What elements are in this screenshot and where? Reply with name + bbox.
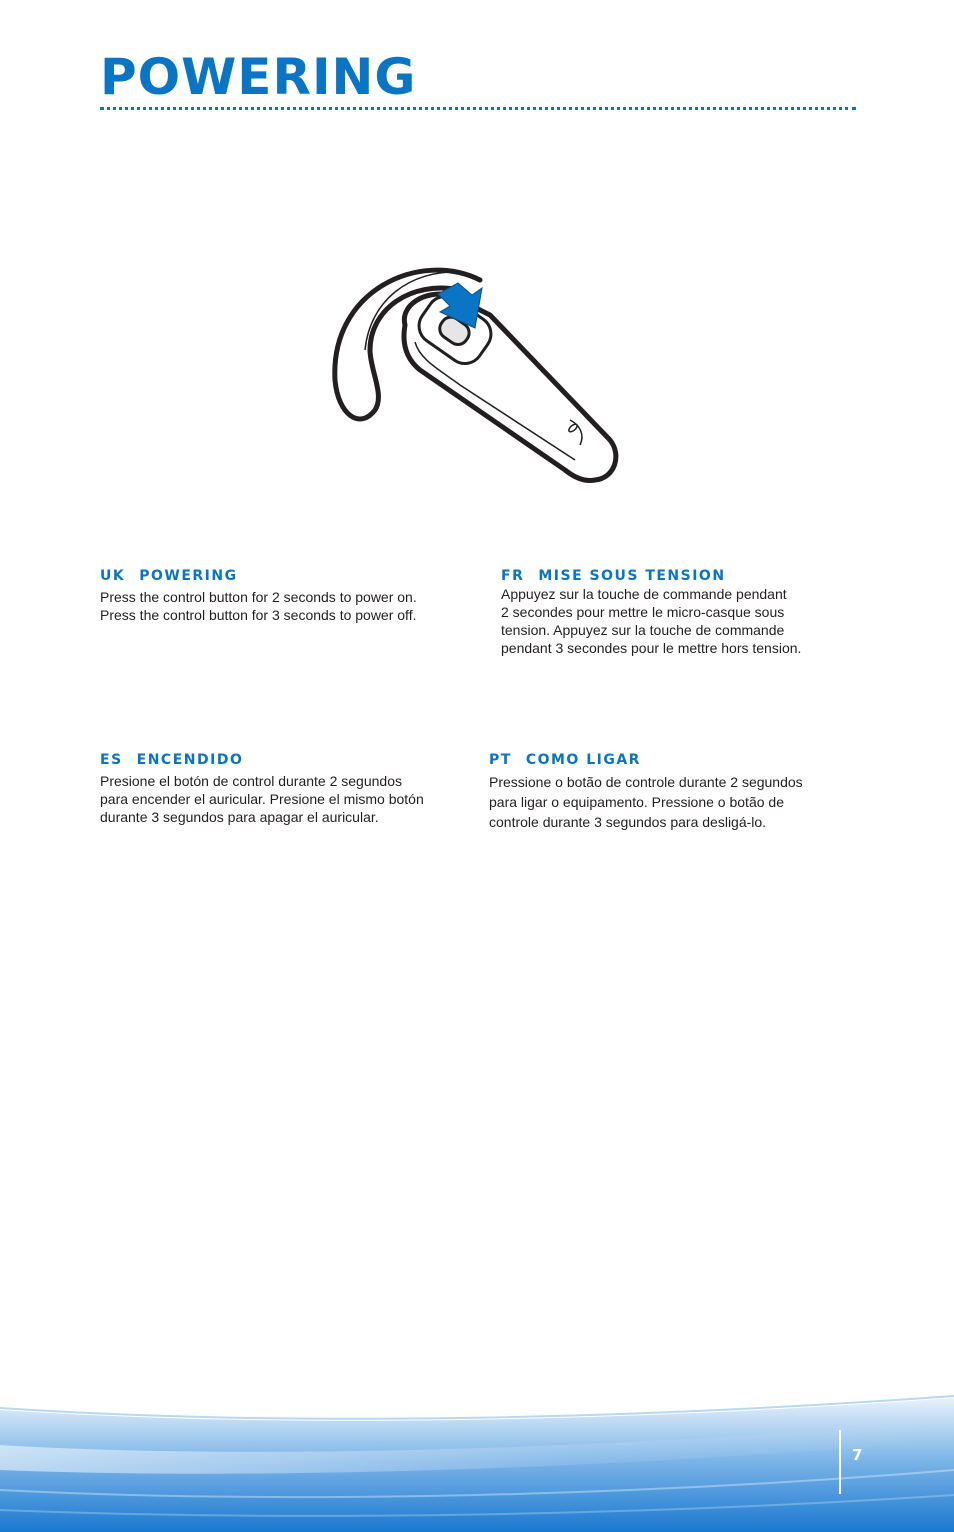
section-uk bbox=[100, 568, 475, 624]
body-line: Appuyez sur la touche de commande pendant bbox=[501, 586, 787, 602]
heading-text: POWERING bbox=[139, 568, 238, 584]
heading-text: MISE SOUS TENSION bbox=[538, 568, 726, 584]
page-number-divider bbox=[839, 1430, 841, 1494]
section-body bbox=[501, 585, 861, 657]
section-body bbox=[100, 588, 475, 624]
heading-text: ENCENDIDO bbox=[136, 752, 244, 768]
section-heading bbox=[501, 568, 861, 584]
section-fr bbox=[501, 568, 861, 657]
body-line: Press the control button for 3 seconds to power off. bbox=[100, 607, 417, 623]
page-title: POWERING bbox=[100, 48, 417, 106]
language-code: FR bbox=[501, 568, 525, 584]
section-es bbox=[100, 752, 475, 826]
section-body bbox=[100, 772, 475, 826]
section-heading bbox=[100, 568, 475, 584]
body-line: pendant 3 secondes pour le mettre hors tension. bbox=[501, 640, 802, 656]
body-line: Pressione o botão de controle durante 2 segundos bbox=[489, 774, 803, 790]
heading-text: COMO LIGAR bbox=[525, 752, 641, 768]
section-heading bbox=[100, 752, 475, 768]
body-line: 2 secondes pour mettre le micro-casque sous bbox=[501, 604, 785, 620]
body-line: para encender el auricular. Presione el mismo botón bbox=[100, 791, 424, 807]
body-line: controle durante 3 segundos para desligá-lo. bbox=[489, 814, 767, 830]
body-line: Press the control button for 2 seconds to power on. bbox=[100, 589, 417, 605]
page-number: 7 bbox=[852, 1446, 863, 1464]
section-heading bbox=[489, 752, 864, 768]
body-line: durante 3 segundos para apagar el auricular. bbox=[100, 809, 379, 825]
language-code: ES bbox=[100, 752, 123, 768]
language-code: UK bbox=[100, 568, 126, 584]
language-code: PT bbox=[489, 752, 512, 768]
body-line: tension. Appuyez sur la touche de commande bbox=[501, 622, 785, 638]
title-dotted-rule bbox=[100, 107, 856, 110]
body-line: para ligar o equipamento. Pressione o botão de bbox=[489, 794, 784, 810]
section-body bbox=[489, 772, 864, 832]
body-line: Presione el botón de control durante 2 segundos bbox=[100, 773, 402, 789]
bluetooth-headset-power-button-icon bbox=[330, 250, 630, 490]
section-pt bbox=[489, 752, 864, 832]
footer-wave-decoration bbox=[0, 1390, 954, 1532]
